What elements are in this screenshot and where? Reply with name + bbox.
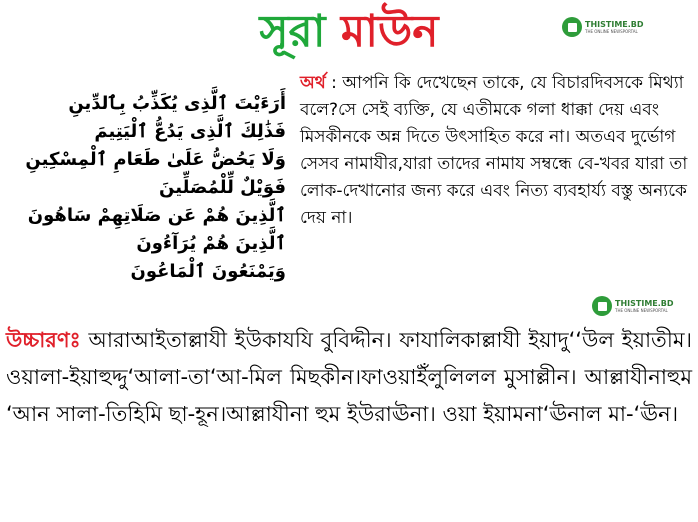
meaning-paragraph [300,70,694,232]
arabic-verse: أَرَءَيْتَ ٱلَّذِى يُكَذِّبُ بِٱلدِّينِ [68,93,286,114]
arabic-verse: فَوَيْلٌ لِّلْمُصَلِّينَ [159,177,286,198]
logo-icon [592,296,612,316]
logo-brand: THISTIME.BD [585,19,644,29]
arabic-verse: ٱلَّذِينَ هُمْ عَن صَلَاتِهِمْ سَاهُونَ [27,205,286,226]
meaning-text: আপনি কি দেখেছেন তাকে, যে বিচারদিবসকে মিথ্যা বলে?সে সেই ব্যক্তি, যে এতীমকে গলা ধাক্কা দেয় এবং মিসকীনকে অন্ন দিতে উৎসাহিত করে না। অতএব দুর্ভোগ সেসব নামাযীর,যারা তাদের নামায সম্বন্ধে বে-খবর যারা তা লোক-দেখানোর জন্য করে এবং নিত্য ব্যবহার্য্য বস্তু অন্যকে দেয় না। [300,73,688,228]
logo-brand: THISTIME.BD [615,298,674,308]
logo-icon [562,17,582,37]
arabic-verse: وَلَا يَحُضُّ عَلَىٰ طَعَامِ ٱلْمِسْكِينِ [25,149,286,170]
pronunciation-label: উচ্চারণঃ [6,328,81,352]
title-surah-name: মাউন [340,6,439,57]
meaning-separator: : [325,73,343,93]
logo-tagline: THE ONLINE NEWSPORTAL [585,28,638,34]
arabic-verses [25,90,286,286]
pronunciation-text: আরাআইতাল্লাযী ইউকাযযি বুবিদ্দীন। ফাযালিকাল্লাযী ইয়াদু‘‘উল ইয়াতীম। ওয়ালা-ইয়াহুদ্দু‘আলা-তা‘আ-মিল মিছকীন।ফাওয়াইঁলুলিলল মুসাল্লীন। আল্লাযীনাহুম ‘আন সালা-তিহিমি ছা-হূন।আল্লাযীনা হুম ইউরাঊনা। ওয়া ইয়ামনা‘ঊনাল মা-‘ঊন। [6,328,692,426]
title-surah-word: সূরা [259,6,326,57]
site-logo-top [562,17,644,37]
arabic-verse: فَذَٰلِكَ ٱلَّذِى يَدُعُّ ٱلْيَتِيمَ [94,121,286,142]
site-logo-bottom [592,296,674,316]
arabic-verse: ٱلَّذِينَ هُمْ يُرَآءُونَ [136,233,286,254]
meaning-label: অর্থ [300,73,326,93]
arabic-verse: وَيَمْنَعُونَ ٱلْمَاعُونَ [130,261,286,282]
pronunciation-paragraph [6,322,692,433]
logo-tagline: THE ONLINE NEWSPORTAL [615,307,668,313]
